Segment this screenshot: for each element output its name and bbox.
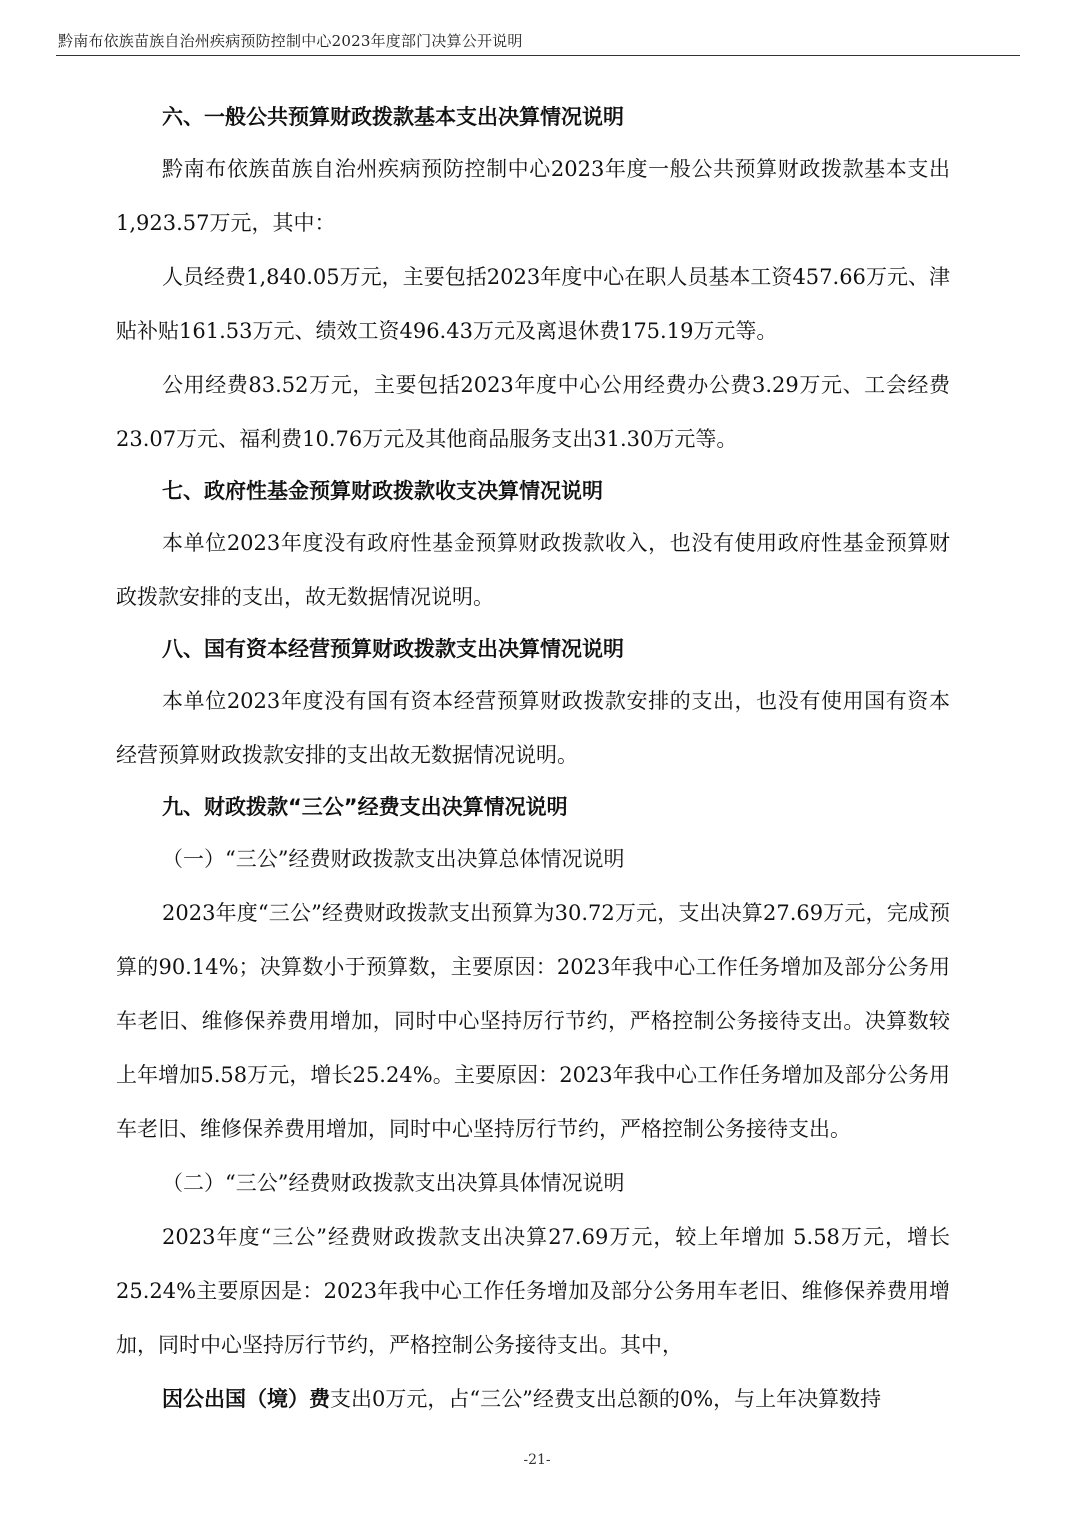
document-header: 黔南布依族苗族自治州疾病预防控制中心2023年度部门决算公开说明 [58, 32, 523, 50]
document-body [116, 92, 950, 1426]
header-rule [56, 55, 1020, 56]
subsection-heading-1: （一）“三公”经费财政拨款支出决算总体情况说明 [162, 847, 625, 871]
subsection-heading-2: （二）“三公”经费财政拨款支出决算具体情况说明 [162, 1171, 625, 1195]
paragraph: 2023年度“三公”经费财政拨款支出决算27.69万元，较上年增加 5.58万元，增长 25.24%主要原因是：2023年我中心工作任务增加及部分公务用车老旧、维修保养费用增加，同时中心坚持厉行节约，严格控制公务接待支出。其中， [116, 1225, 950, 1357]
section-heading-7: 七、政府性基金预算财政拨款收支决算情况说明 [162, 479, 603, 503]
section-heading-9: 九、财政拨款“三公”经费支出决算情况说明 [162, 795, 568, 819]
section-heading-6: 六、一般公共预算财政拨款基本支出决算情况说明 [162, 105, 624, 129]
paragraph-text: 支出0万元，占“三公”经费支出总额的0%，与上年决算数持 [330, 1387, 882, 1411]
paragraph: 本单位2023年度没有国有资本经营预算财政拨款安排的支出，也没有使用国有资本经营预算财政拨款安排的支出故无数据情况说明。 [116, 689, 950, 767]
paragraph [116, 1372, 950, 1426]
section-heading-8: 八、国有资本经营预算财政拨款支出决算情况说明 [162, 637, 624, 661]
paragraph: 人员经费1,840.05万元，主要包括2023年度中心在职人员基本工资457.66万元、津贴补贴161.53万元、绩效工资496.43万元及离退休费175.19万元等。 [116, 265, 950, 343]
paragraph: 本单位2023年度没有政府性基金预算财政拨款收入，也没有使用政府性基金预算财政拨款安排的支出，故无数据情况说明。 [116, 531, 950, 609]
page-number: -21- [523, 1452, 551, 1468]
paragraph: 黔南布依族苗族自治州疾病预防控制中心2023年度一般公共预算财政拨款基本支出1,923.57万元，其中： [116, 157, 950, 235]
paragraph: 公用经费83.52万元，主要包括2023年度中心公用经费办公费3.29万元、工会经费23.07万元、福利费10.76万元及其他商品服务支出31.30万元等。 [116, 373, 950, 451]
paragraph: 2023年度“三公”经费财政拨款支出预算为30.72万元，支出决算27.69万元，完成预算的90.14%；决算数小于预算数，主要原因：2023年我中心工作任务增加及部分公务用车老旧、维修保养费用增加，同时中心坚持厉行节约，严格控制公务接待支出。决算数较上年增加5.58万元，增长25.24%。主要原因：2023年我中心工作任务增加及部分公务用车老旧、维修保养费用增加，同时中心坚持厉行节约，严格控制公务接待支出。 [116, 901, 950, 1141]
bold-term: 因公出国（境）费 [162, 1387, 330, 1411]
